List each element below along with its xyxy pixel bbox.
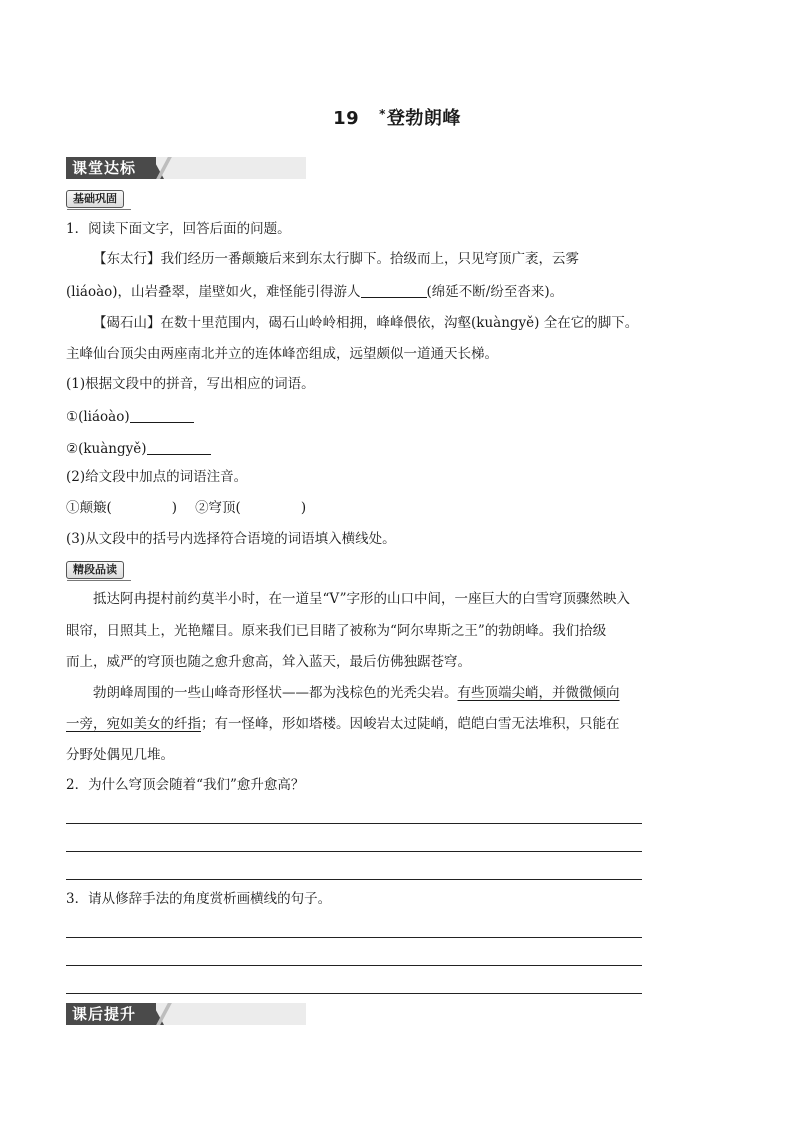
reading-para-1-line-3: 而上，威严的穹顶也随之愈升愈高，耸入蓝天，最后仿佛独踞苍穹。: [66, 654, 471, 670]
section-banner-label: 课后提升: [72, 1005, 137, 1023]
subsection-tag-reading: 精段品读: [66, 561, 124, 579]
question-1-sub-3: (3)从文段中的括号内选择符合语境的词语填入横线处。: [66, 531, 396, 547]
lesson-number: 19: [333, 108, 360, 129]
section-banner-classroom: [66, 157, 306, 179]
fill-blank[interactable]: [361, 283, 427, 298]
question-1-sub-1-a: ①(liáoào): [66, 406, 756, 428]
section-banner-label: 课堂达标: [72, 159, 137, 177]
lesson-title: 登勃朗峰: [386, 108, 461, 129]
answer-blank-1b[interactable]: [147, 440, 211, 455]
reading-para-2-line-3: 分野处偶见几堆。: [66, 747, 174, 763]
answer-line[interactable]: [66, 965, 642, 966]
underlined-sentence-end: 一旁，宛如美女的纤指: [66, 716, 201, 732]
passage-jieshi-line-1: 【碣石山】在数十里范围内，碣石山岭岭相拥，峰峰偎依，沟壑(kuàngyě) 全在它的脚下。: [93, 315, 639, 331]
passage-jieshi-line-2: 主峰仙台顶尖由两座南北并立的连体峰峦组成，远望颇似一道通天长梯。: [66, 346, 498, 362]
passage-east-taihang-line-2: (liáoào)，山岩叠翠，崖壁如火，难怪能引得游人 (绵延不断/纷至沓来)。: [66, 284, 564, 300]
optional-lesson-mark: *: [379, 107, 386, 121]
reading-para-2-line-1: 勃朗峰周围的一些山峰奇形怪状——都为浅棕色的光秃尖岩。有些顶端尖峭，并微微倾向: [93, 685, 620, 701]
reading-para-1-line-1: 抵达阿冉提村前约莫半小时，在一道呈“V”字形的山口中间，一座巨大的白雪穹顶骤然映入: [93, 591, 631, 607]
passage-east-taihang-line-1: 【东太行】我们经历一番颠簸后来到东太行脚下。拾级而上，只见穹顶广袤，云雾: [93, 251, 579, 267]
subsection-tag-basic: 基础巩固: [66, 190, 124, 208]
answer-line[interactable]: [66, 879, 642, 880]
section-banner-after-class: [66, 1003, 306, 1025]
answer-line[interactable]: [66, 937, 642, 938]
underlined-sentence: 有些顶端尖峭，并微微倾向: [457, 685, 620, 701]
question-1-sub-1-b: ②(kuàngyě): [66, 438, 756, 460]
answer-blank-1a[interactable]: [130, 408, 194, 423]
question-3-stem: 3．请从修辞手法的角度赏析画横线的句子。: [66, 891, 332, 907]
question-2-stem: 2．为什么穹顶会随着“我们”愈升愈高？: [66, 777, 305, 793]
answer-line[interactable]: [66, 993, 642, 994]
question-1-sub-2: (2)给文段中加点的词语注音。: [66, 469, 248, 485]
answer-line[interactable]: [66, 823, 642, 824]
answer-line[interactable]: [66, 851, 642, 852]
question-1-stem: 1．阅读下面文字，回答后面的问题。: [66, 221, 291, 237]
page-title: [0, 104, 794, 130]
question-1-sub-2-items: ①颠簸( ) ②穹顶( ): [66, 500, 307, 516]
question-1-sub-1: (1)根据文段中的拼音，写出相应的词语。: [66, 376, 315, 392]
reading-para-1-line-2: 眼帘，日照其上，光艳耀目。原来我们已目睹了被称为“阿尔卑斯之王”的勃朗峰。我们拾级: [66, 623, 607, 639]
reading-para-2-line-2: 一旁，宛如美女的纤指；有一怪峰，形如塔楼。因峻岩太过陡峭，皑皑白雪无法堆积，只能在: [66, 716, 620, 732]
